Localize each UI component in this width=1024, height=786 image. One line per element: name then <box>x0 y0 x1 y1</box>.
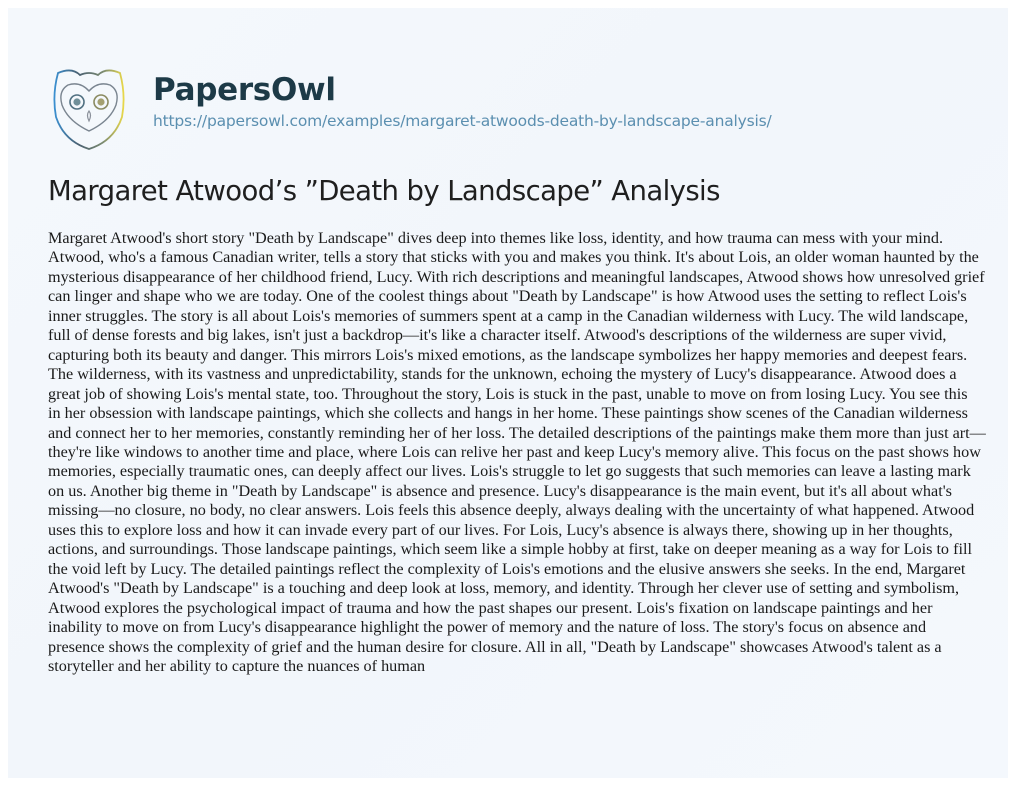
article-line: Margaret Atwood's short story "Death by Landscape" dives deep into themes like loss, identity, and how trauma can mess with your mind. <box>48 229 944 247</box>
article-line: Atwood, who's a famous Canadian writer, tells a story that sticks with you and makes you think. It's about Lois, an older woman haunted by the <box>48 248 979 267</box>
article-line: and connect her to her memories, constantly reminding her of her loss. The detailed descriptions of the paintings make them more than just art— <box>48 423 986 442</box>
article-title: Margaret Atwood’s ”Death by Landscape” Analysis <box>48 175 720 207</box>
owl-logo-icon[interactable] <box>50 65 128 151</box>
article-line: mysterious disappearance of her childhood friend, Lucy. With rich descriptions and meaningful landscapes, Atwood shows how unresolved grief <box>48 267 985 286</box>
article-line: full of dense forests and big lakes, isn't just a backdrop—it's like a character itself. Atwood's descriptions of the wilderness are super vivid, <box>48 326 947 345</box>
article-line: capturing both its beauty and danger. This mirrors Lois's mixed emotions, as the landscape symbolizes her happy memories and deepest fears. <box>48 345 968 364</box>
article-line: inner struggles. The story is all about Lois's memories of summers spent at a camp in the Canadian wilderness with Lucy. The wild landscape, <box>48 306 969 325</box>
brand-name[interactable]: PapersOwl <box>153 72 336 108</box>
article-line: can linger and shape who we are today. One of the coolest things about "Death by Landscape" is how Atwood uses the setting to reflect Lois's <box>48 287 967 306</box>
article-line: great job of showing Lois's mental state, too. Throughout the story, Lois is stuck in the past, unable to move on from losing Lucy. You see this <box>48 384 968 403</box>
article-line: missing—no closure, no body, no clear answers. Lois feels this absence deeply, always dealing with the uncertainty of what happened. Atwood <box>48 501 975 520</box>
article-line: storyteller and her ability to capture the nuances of human <box>48 656 426 675</box>
article-line: presence shows the complexity of grief and the human desire for closure. All in all, "Death by Landscape" showcases Atwood's talent as a <box>48 637 942 656</box>
article-line: in her obsession with landscape paintings, which she collects and hangs in her home. These paintings show scenes of the Canadian wilderness <box>48 404 968 423</box>
article-line: on us. Another big theme in "Death by Landscape" is absence and presence. Lucy's disappearance is the main event, but it's all about what's <box>48 481 952 500</box>
article-url-link[interactable]: https://papersowl.com/examples/margaret-atwoods-death-by-landscape-analysis/ <box>153 112 772 130</box>
page-card <box>8 8 1008 778</box>
article-line: Atwood's "Death by Landscape" is a touching and deep look at loss, memory, and identity. Through her clever use of setting and symbolism, <box>48 579 960 598</box>
article-line: actions, and surroundings. Those landscape paintings, which seem like a simple hobby at first, take on deeper meaning as a way for Lois to fill <box>48 540 972 559</box>
article-line: uses this to explore loss and how it can invade every part of our lives. For Lois, Lucy's absence is always there, showing up in her thoughts, <box>48 520 953 539</box>
article-line: The wilderness, with its vastness and unpredictability, stands for the unknown, echoing the mystery of Lucy's disappearance. Atwood does a <box>48 365 957 384</box>
article-line: they're like windows to another time and place, where Lois can relive her past and keep Lucy's memory alive. This focus on the past shows how <box>48 442 981 461</box>
article-body <box>48 229 1000 676</box>
article-line: inability to move on from Lucy's disappearance highlight the power of memory and the nature of loss. The story's focus on absence and <box>48 618 927 637</box>
site-header <box>50 60 950 160</box>
article-line: memories, especially traumatic ones, can deeply affect our lives. Lois's struggle to let go suggests that such memories can leave a lasting mark <box>48 462 971 481</box>
article-line: the void left by Lucy. The detailed paintings reflect the complexity of Lois's emotions and the elusive answers she seeks. In the end, Margaret <box>48 559 966 578</box>
article-line: Atwood explores the psychological impact of trauma and how the past shapes our present. Lois's fixation on landscape paintings and her <box>48 598 933 617</box>
